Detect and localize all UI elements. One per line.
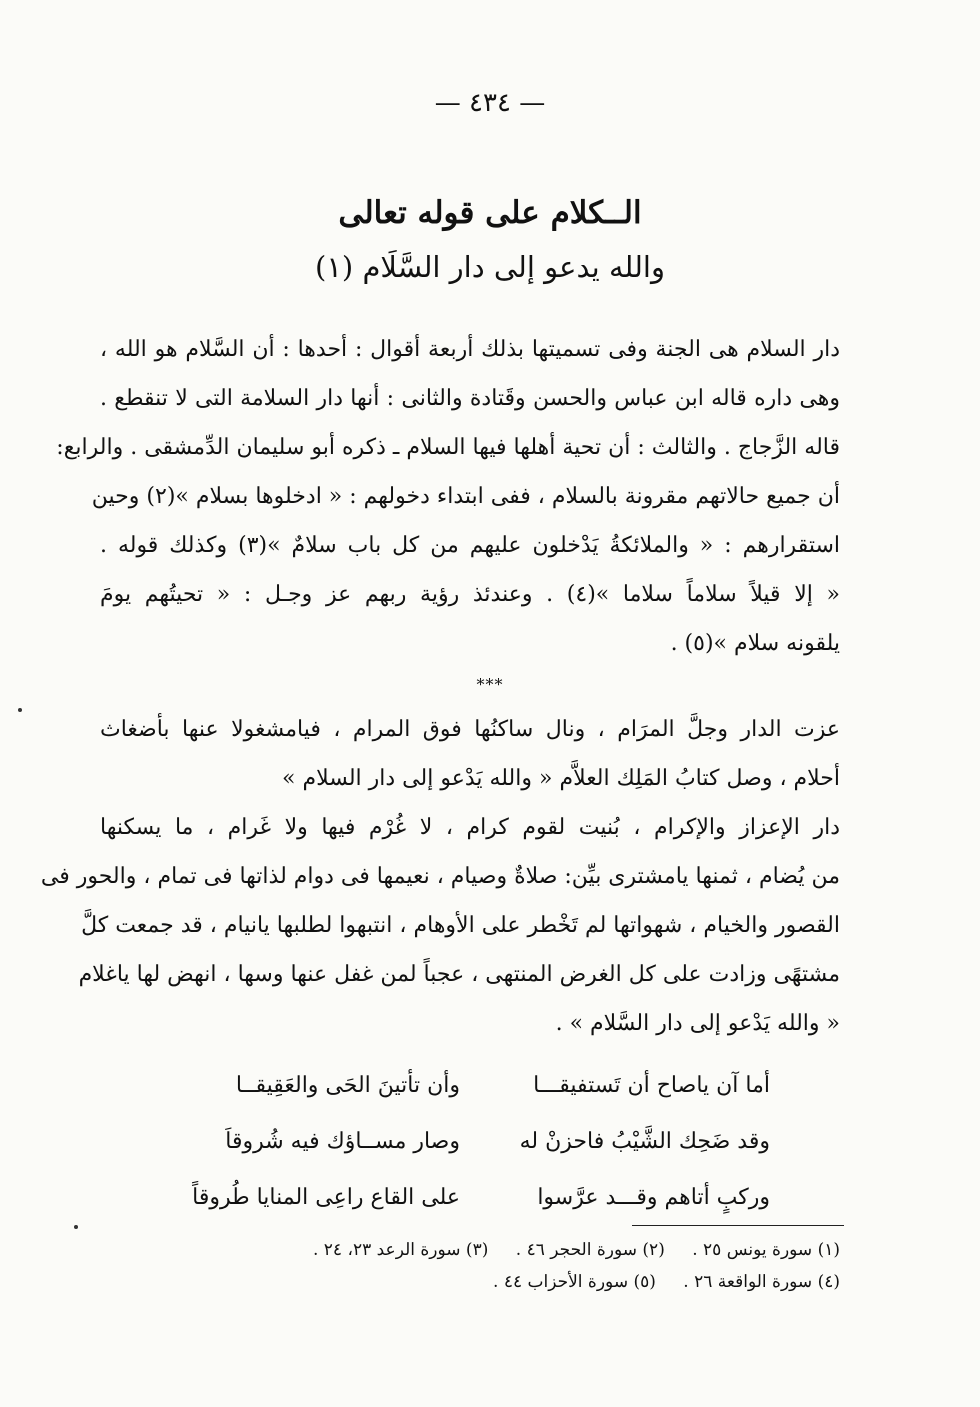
poem-hemistich-second: على القاع راعِى المنايا طُروقاً <box>192 1185 460 1210</box>
poem-verse <box>180 1114 770 1170</box>
text-line: « والله يَدْعو إلى دار السَّلام » . <box>555 1011 840 1036</box>
text-line: « إلا قيلاً سلاماً سلاما »(٤) . وعندئذ رؤية ربهم عز وجـل : « تحيتُهم يومَ <box>100 582 840 607</box>
text-line: قاله الزَّجاج . والثالث : أن تحية أهلها فيها السلام ـ ذكره أبو سليمان الدِّمشقى . والرابع: <box>56 435 840 460</box>
footnote-5: (٥) سورة الأحزاب ٤٤ . <box>493 1272 656 1292</box>
poem-verse <box>180 1170 770 1226</box>
text-line: يلقونه سلام »(٥) . <box>670 631 840 656</box>
poem-verse <box>180 1058 770 1114</box>
text-line: أن جميع حالاتهم مقرونة بالسلام ، ففى ابتداء دخولهم : « ادخلوها بسلام »(٢) وحين <box>91 484 840 509</box>
footnote-2: (٢) سورة الحجر ٤٦ . <box>515 1240 665 1260</box>
text-line: أحلام ، وصل كتابُ المَلِك العلاَّم « والله يَدْعو إلى دار السلام » <box>282 766 840 791</box>
section-separator: *** <box>476 675 504 694</box>
text-line: من يُضام ، ثمنها يامشترى بيِّن: صلاةٌ وصيام ، نعيمها فى دوام لذاتها فى تمام ، والحور فى <box>40 864 840 889</box>
text-line: دار السلام هى الجنة وفى تسميتها بذلك أربعة أقوال : أحدها : أن السَّلام هو الله ، <box>100 337 840 362</box>
text-line: استقرارهم : « والملائكةُ يَدْخلون عليهم من كل باب سلامٌ »(٣) وكذلك قوله . <box>100 533 841 558</box>
page-number: — ٤٣٤ — <box>434 88 546 118</box>
poem-hemistich-second: وأن تأتينَ الحَى والعَقِيقــا <box>235 1073 460 1098</box>
footnote-line <box>200 1234 840 1266</box>
verse-title: والله يدعو إلى دار السَّلَام (١) <box>315 250 665 284</box>
margin-speck <box>18 708 22 712</box>
poem <box>180 1058 770 1226</box>
footnote-1: (١) سورة يونس ٢٥ . <box>692 1240 840 1260</box>
text-line: عزت الدار وجلَّ المرَام ، ونال ساكنُها فوق المرام ، فيامشغولا عنها بأضغاث <box>100 717 840 742</box>
text-line: وهى داره قاله ابن عباس والحسن وقَتادة والثانى : أنها دار السلامة التى لا تنقطع . <box>100 386 840 411</box>
footnote-line <box>200 1266 840 1298</box>
paragraph-dar-al-salam <box>56 325 841 668</box>
text-line: القصور والخيام ، شهواتها لم تَخْطر على الأوهام ، انتبهوا لطلبها يانيام ، قد جمعت كلَّ <box>81 913 840 938</box>
footnotes <box>200 1234 840 1298</box>
paragraph-exhortation <box>100 705 840 803</box>
poem-hemistich-first: وركبٍ أتاهم وقـــد عرَّسوا <box>537 1185 770 1210</box>
margin-speck <box>74 1225 78 1229</box>
section-heading: الــكلام على قوله تعالى <box>338 195 642 231</box>
footnote-3: (٣) سورة الرعد ٢٣، ٢٤ . <box>312 1240 489 1260</box>
poem-hemistich-first: أما آن ياصاح أن تَستفيقـــا <box>533 1073 770 1098</box>
text-line: مشتهًى وزادت على كل الغرض المنتهى ، عجباً لمن غفل عنها وسها ، انهض لها ياغلام <box>78 962 840 987</box>
poem-hemistich-first: وقد ضَحِك الشَّيْبُ فاحزنْ له <box>519 1129 770 1154</box>
poem-hemistich-second: وصار مســاؤك فيه شُروقاَ <box>225 1129 460 1154</box>
footnote-4: (٤) سورة الواقعة ٢٦ . <box>683 1272 840 1292</box>
text-line: دار الإعزاز والإكرام ، بُنيت لقوم كرام ، لا غُرْم فيها ولا غَرام ، ما يسكنها <box>100 815 840 840</box>
paragraph-description <box>40 803 840 1048</box>
footnote-rule <box>632 1225 844 1226</box>
